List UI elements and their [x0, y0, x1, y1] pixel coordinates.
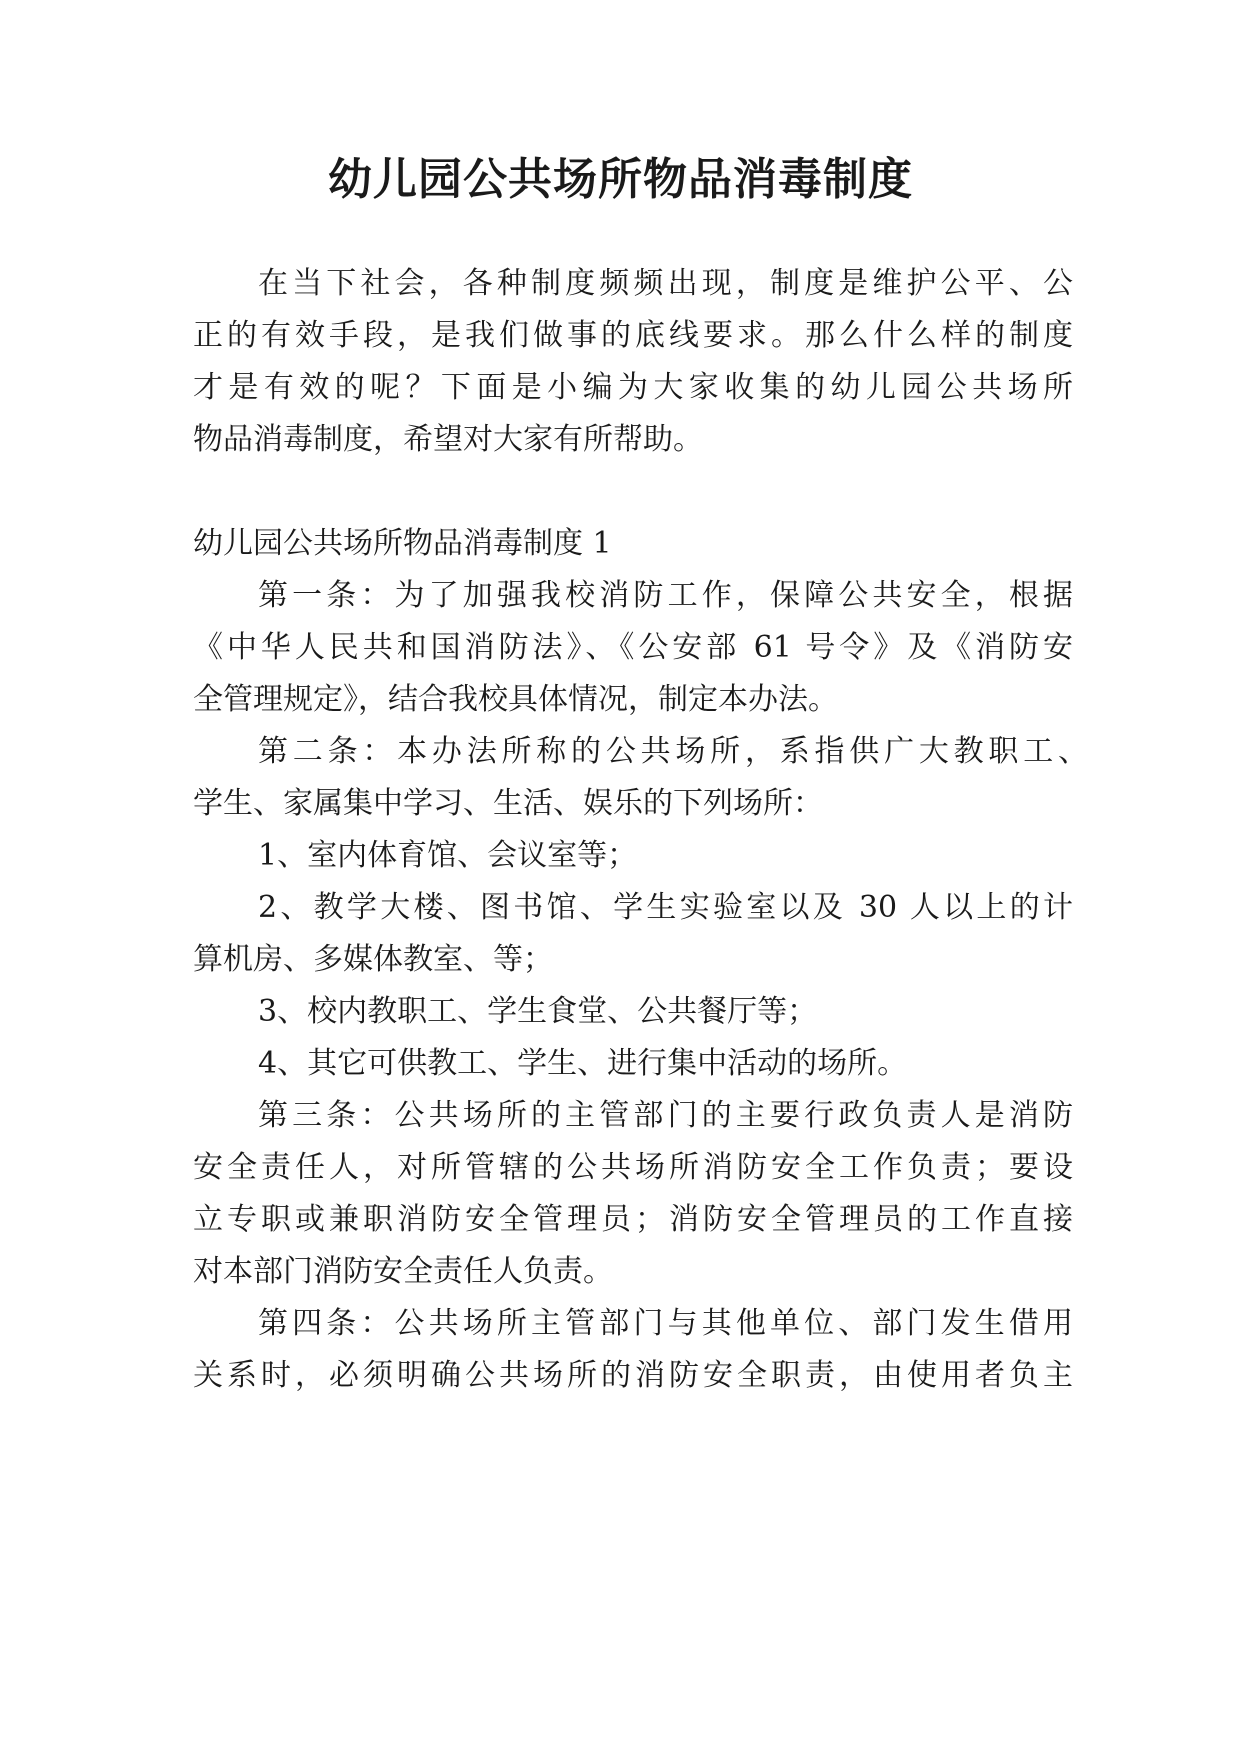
- article-1-line-1: 第一条：为了加强我校消防工作，保障公共安全，根据: [258, 578, 1073, 613]
- article-3-line-1: 第三条：公共场所的主管部门的主要行政负责人是消防: [258, 1098, 1073, 1133]
- list-item-2-line-1: 2、教学大楼、图书馆、学生实验室以及 30 人以上的计: [258, 890, 1073, 925]
- intro-line-4: 物品消毒制度，希望对大家有所帮助。: [193, 422, 703, 457]
- article-4-line-2: 关系时，必须明确公共场所的消防安全职责，由使用者负主: [193, 1358, 1073, 1393]
- intro-line-1: 在当下社会，各种制度频频出现，制度是维护公平、公: [258, 266, 1073, 301]
- article-2-line-2: 学生、家属集中学习、生活、娱乐的下列场所：: [193, 786, 823, 821]
- intro-line-3: 才是有效的呢？下面是小编为大家收集的幼儿园公共场所: [193, 370, 1073, 405]
- article-3-line-2: 安全责任人，对所管辖的公共场所消防安全工作负责；要设: [193, 1150, 1073, 1185]
- list-item-3: 3、校内教职工、学生食堂、公共餐厅等；: [258, 994, 818, 1029]
- list-item-4: 4、其它可供教工、学生、进行集中活动的场所。: [258, 1046, 908, 1081]
- document-title: 幼儿园公共场所物品消毒制度: [328, 154, 913, 205]
- section-heading: 幼儿园公共场所物品消毒制度 1: [193, 526, 612, 561]
- article-3-line-4: 对本部门消防安全责任人负责。: [193, 1254, 613, 1289]
- article-3-line-3: 立专职或兼职消防安全管理员；消防安全管理员的工作直接: [193, 1202, 1073, 1237]
- article-1-line-3: 全管理规定》，结合我校具体情况，制定本办法。: [193, 682, 838, 717]
- intro-line-2: 正的有效手段，是我们做事的底线要求。那么什么样的制度: [193, 318, 1073, 353]
- article-2-line-1: 第二条：本办法所称的公共场所，系指供广大教职工、: [258, 734, 1088, 769]
- article-1-line-2: 《中华人民共和国消防法》、《公安部 61 号令》及《消防安: [193, 630, 1073, 665]
- list-item-2-line-2: 算机房、多媒体教室、等；: [193, 942, 553, 977]
- article-4-line-1: 第四条：公共场所主管部门与其他单位、部门发生借用: [258, 1306, 1073, 1341]
- list-item-1: 1、室内体育馆、会议室等；: [258, 838, 638, 873]
